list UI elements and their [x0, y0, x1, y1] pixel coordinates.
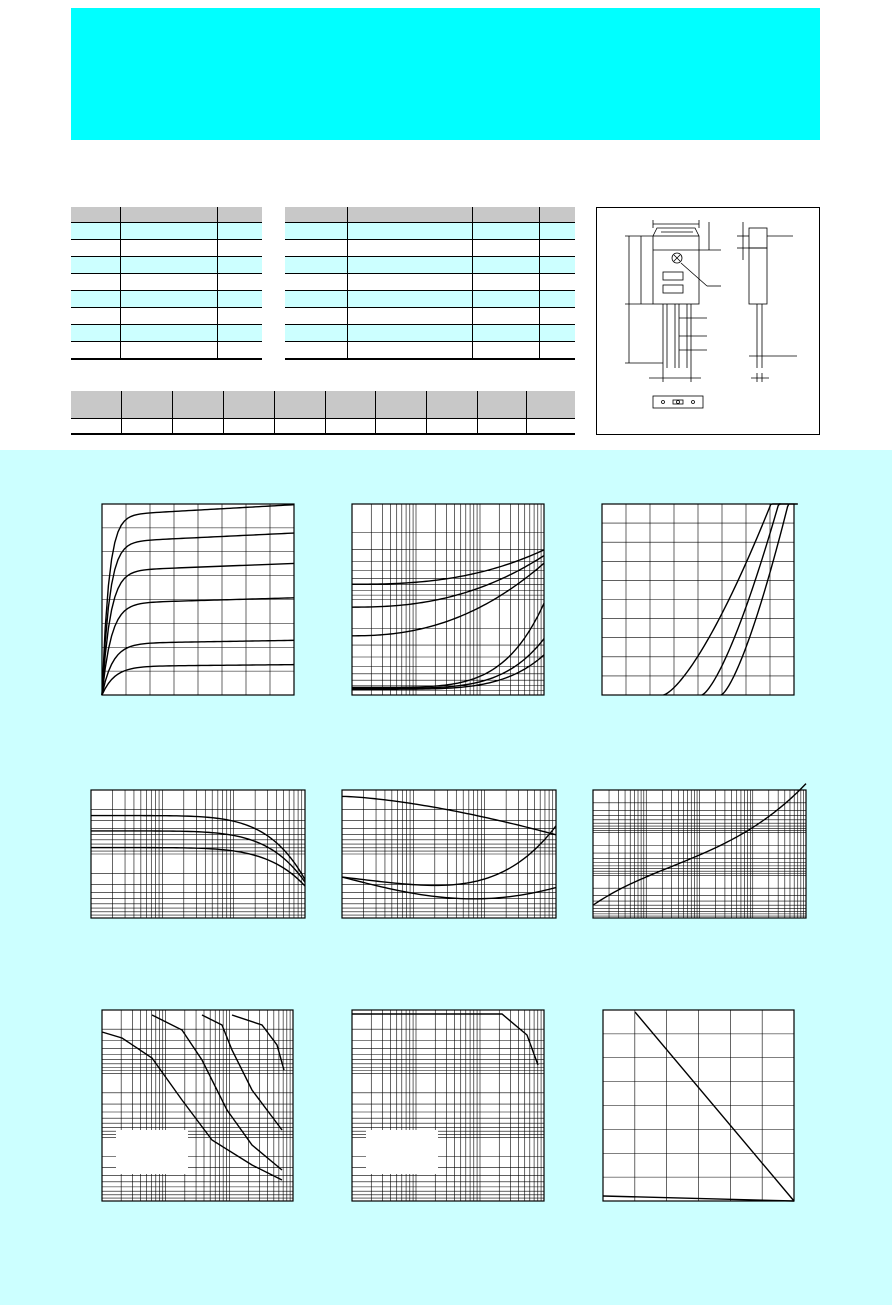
- grid-lines: [91, 790, 305, 918]
- graph-ic-vce: [102, 504, 294, 695]
- table-row: [71, 223, 262, 240]
- soa-legend-box: [116, 1130, 188, 1174]
- soa-legend-box: [366, 1130, 438, 1174]
- table-row: [285, 342, 575, 360]
- graph-soa-1: [102, 1010, 293, 1201]
- table-row: [71, 291, 262, 308]
- grid-lines: [342, 790, 556, 918]
- table-row: [285, 257, 575, 274]
- table-row: [71, 419, 575, 435]
- graph-vce-sat: [342, 790, 556, 918]
- package-outline-drawing: [597, 208, 819, 434]
- graph-ic-vbe: [602, 504, 794, 695]
- table-row: [285, 308, 575, 325]
- hfe-rank-table: [71, 391, 575, 435]
- absolute-ratings-table: [71, 207, 262, 360]
- graph-pc-ta: [603, 1010, 794, 1201]
- table-row: [285, 325, 575, 342]
- header-band: [71, 8, 820, 140]
- table-header-row: [71, 207, 262, 223]
- package-outline: [596, 207, 820, 435]
- table-row: [285, 223, 575, 240]
- graph-thermal: [593, 790, 806, 918]
- table-row: [71, 342, 262, 360]
- electrical-characteristics-table: [285, 207, 575, 360]
- table-row: [285, 240, 575, 257]
- table-row: [71, 308, 262, 325]
- table-header-row: [285, 207, 575, 223]
- graph-hfe-ic-log: [352, 504, 544, 695]
- table-row: [71, 325, 262, 342]
- table-row: [71, 274, 262, 291]
- table-header-row: [71, 391, 575, 419]
- table-row: [285, 274, 575, 291]
- table-row: [71, 240, 262, 257]
- table-row: [71, 257, 262, 274]
- graph-soa-2: [352, 1010, 544, 1201]
- table-row: [285, 291, 575, 308]
- graph-hfe-ic-temp: [91, 790, 305, 918]
